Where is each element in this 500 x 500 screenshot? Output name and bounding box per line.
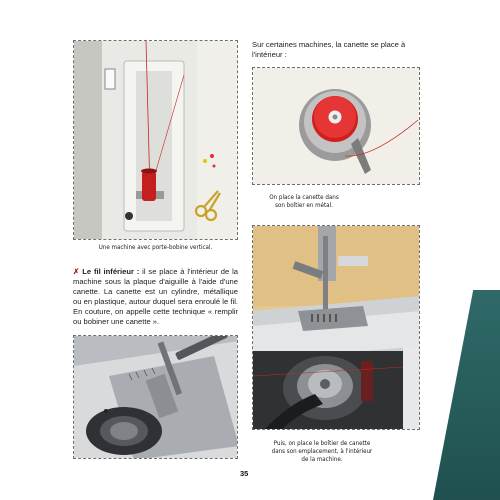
book-cover-edge [433,290,500,500]
lower-thread-heading: Le fil inférieur : [82,267,140,276]
caption-vertical-spool: Une machine avec porte-bobine vertical. [98,244,213,251]
caption-insert-case: Puis, on place le boîtier de canette dans son emplacement, à l'intérieur de la machine. [271,440,373,463]
photo-bobbin-case [252,67,420,185]
photo-needle-plate [73,335,238,459]
photo-bobbin-case-inserted [252,225,420,430]
page-number: 35 [240,469,249,478]
intro-text: Sur certaines machines, la canette se place à l'intérieur : [252,40,406,60]
photo-vertical-spool-machine [73,40,238,240]
lower-thread-paragraph [73,267,238,328]
lower-thread-text: il se place à l'intérieur de la machine sous la plaque d'aiguille à l'aide d'une canette. La canette est un cylindre, métallique ou en plastique, autour duquel sera enroulé le fil. En couture, on appelle cette technique « remplir ou bobiner une canette ». [73,267,238,327]
bullet-icon: ✗ [73,267,80,276]
caption-bobbin-case: On place la canette dans son boîtier en métal. [269,194,339,209]
